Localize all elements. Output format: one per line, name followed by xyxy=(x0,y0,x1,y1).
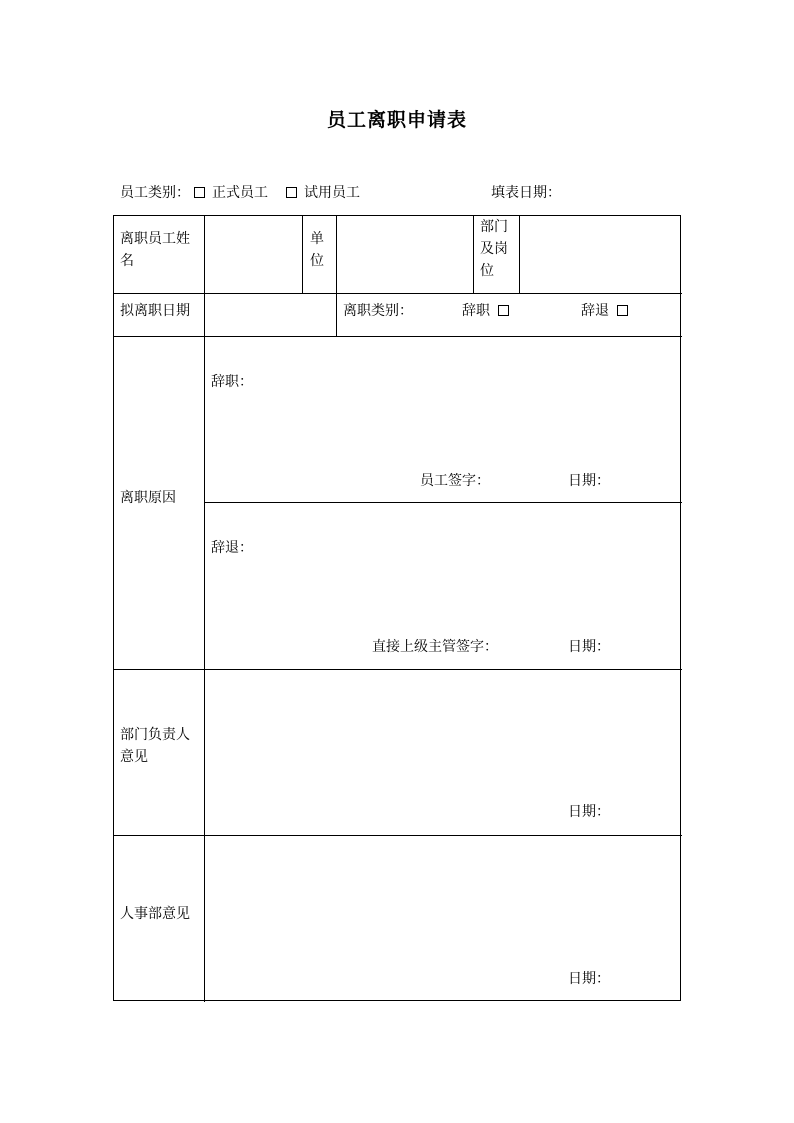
hr-date-label: 日期： xyxy=(568,971,610,987)
unit-label: 单位 xyxy=(310,231,324,269)
resign-option xyxy=(462,300,509,322)
resign-option-label: 辞职 xyxy=(462,303,490,319)
regular-employee-checkbox[interactable] xyxy=(194,187,205,198)
dismiss-option xyxy=(581,300,628,322)
department-head-label: 部门负责人意见 xyxy=(120,727,190,765)
hr-opinion-field[interactable] xyxy=(205,836,682,1002)
separation-type-label: 离职类别： xyxy=(343,303,413,319)
unit-field[interactable] xyxy=(337,216,473,293)
table-divider xyxy=(473,216,474,293)
employee-type-row xyxy=(120,184,360,202)
resignation-form-table xyxy=(113,215,681,1001)
department-position-field[interactable] xyxy=(520,216,682,293)
supervisor-signature-date-label: 日期： xyxy=(568,639,610,655)
supervisor-signature-label: 直接上级主管签字： xyxy=(372,639,498,655)
employee-signature-label: 员工签字： xyxy=(420,473,490,489)
resign-checkbox[interactable] xyxy=(498,305,509,316)
hr-label: 人事部意见 xyxy=(120,906,190,922)
employee-type-label: 员工类别： xyxy=(120,185,190,201)
resign-section-label: 辞职： xyxy=(211,374,253,390)
department-position-label: 部门及岗位 xyxy=(480,219,508,279)
dismiss-section-label: 辞退： xyxy=(211,540,253,556)
probation-employee-checkbox[interactable] xyxy=(286,187,297,198)
table-divider xyxy=(114,293,682,294)
table-divider xyxy=(302,216,303,293)
planned-date-field[interactable] xyxy=(205,294,336,336)
planned-date-label: 拟离职日期 xyxy=(120,303,190,319)
employee-signature-date-label: 日期： xyxy=(568,473,610,489)
probation-employee-label: 试用员工 xyxy=(304,185,360,201)
form-title: 员工离职申请表 xyxy=(326,109,467,131)
department-head-opinion-field[interactable] xyxy=(205,670,682,835)
employee-name-label: 离职员工姓名 xyxy=(120,231,190,269)
employee-name-field[interactable] xyxy=(205,216,302,293)
regular-employee-label: 正式员工 xyxy=(212,185,268,201)
dismiss-checkbox[interactable] xyxy=(617,305,628,316)
department-head-date-label: 日期： xyxy=(568,804,610,820)
fill-date-label: 填表日期： xyxy=(491,185,561,201)
dismiss-option-label: 辞退 xyxy=(581,303,609,319)
reason-label: 离职原因 xyxy=(120,490,176,506)
